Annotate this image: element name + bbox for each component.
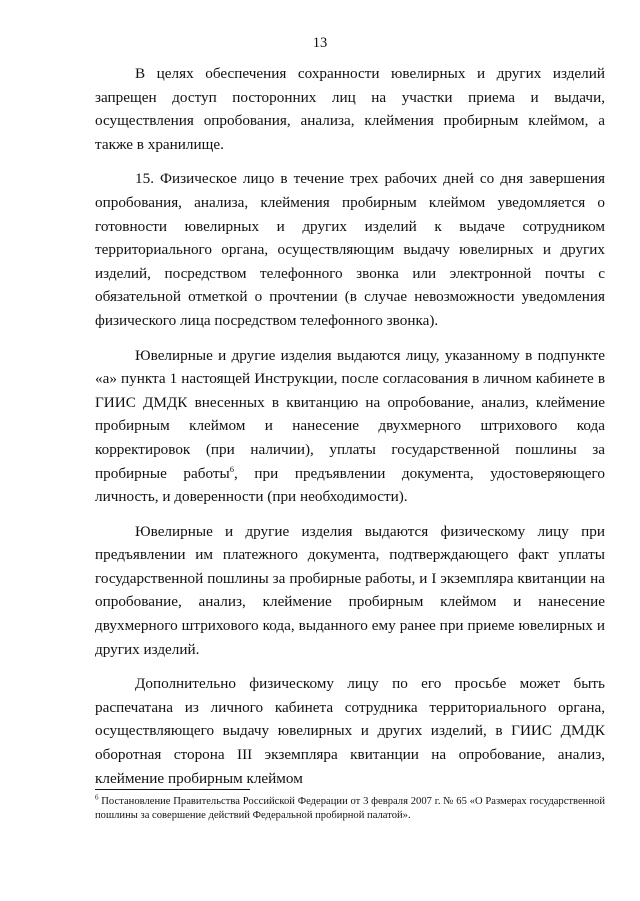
footnote-separator: [95, 789, 250, 790]
footnote-reference: 6: [229, 463, 234, 474]
document-body: [95, 62, 605, 790]
footnote-text: Постановление Правительства Российской Федерации от 3 февраля 2007 г. № 65 «О Размерах государственной пошлины за совершение действий Федеральной пробирной палатой».: [95, 796, 605, 821]
paragraph-additional-printout: Дополнительно физическому лицу по его просьбе может быть распечатана из личного кабинета сотрудника территориального органа, осуществляющего выдачу ювелирных и других изделий, в ГИИС ДМДК оборотная сторона III экземпляра квитанции на опробование, анализ, клеймение пробирным клеймом: [95, 675, 605, 787]
paragraph-access-restriction: В целях обеспечения сохранности ювелирных и других изделий запрещен доступ посторонних лиц на участки приема и выдачи, осуществления опробования, анализа, клеймения пробирным клеймом, а также в хранилище.: [95, 65, 605, 153]
page-number: 13: [312, 35, 328, 51]
paragraph-issuance-to-person: [95, 344, 605, 509]
paragraph-15-notification: 15. Физическое лицо в течение трех рабочих дней со дня завершения опробования, анализа, клеймения пробирным клеймом уведомляется о готовности ювелирных и других изделий к выдаче сотрудником территориального органа, осуществляющим выдачу ювелирных и других изделий, посредством телефонного звонка или электронной почты с обязательной отметкой о прочтении (в случае невозможности уведомления физического лица посредством телефонного звонка).: [95, 170, 605, 329]
paragraph-issuance-payment-document: Ювелирные и другие изделия выдаются физическому лицу при предъявлении им платежного документа, подтверждающего факт уплаты государственной пошлины за пробирные работы, и I экземпляра квитанции на опробование, анализ, клеймение пробирным клеймом и нанесение двухмерного штрихового кода, выданного ему ранее при приеме ювелирных и других изделий.: [95, 522, 605, 658]
paragraph-issuance-text-before: Ювелирные и другие изделия выдаются лицу, указанному в подпункте «а» пункта 1 настоящей Инструкции, после согласования в личном кабинете в ГИИС ДМДК внесенных в квитанцию на опробование, анализ, клеймение пробирным клеймом и нанесение двухмерного штрихового кода корректировок (при наличии), уплаты государственной пошлины за пробирные работы: [95, 346, 605, 482]
paragraph-issuance-text-after: , при предъявлении документа, удостоверяющего личность, и доверенности (при необходимости).: [95, 464, 605, 506]
footnote: [95, 795, 605, 822]
footnote-marker: 6: [95, 793, 99, 802]
